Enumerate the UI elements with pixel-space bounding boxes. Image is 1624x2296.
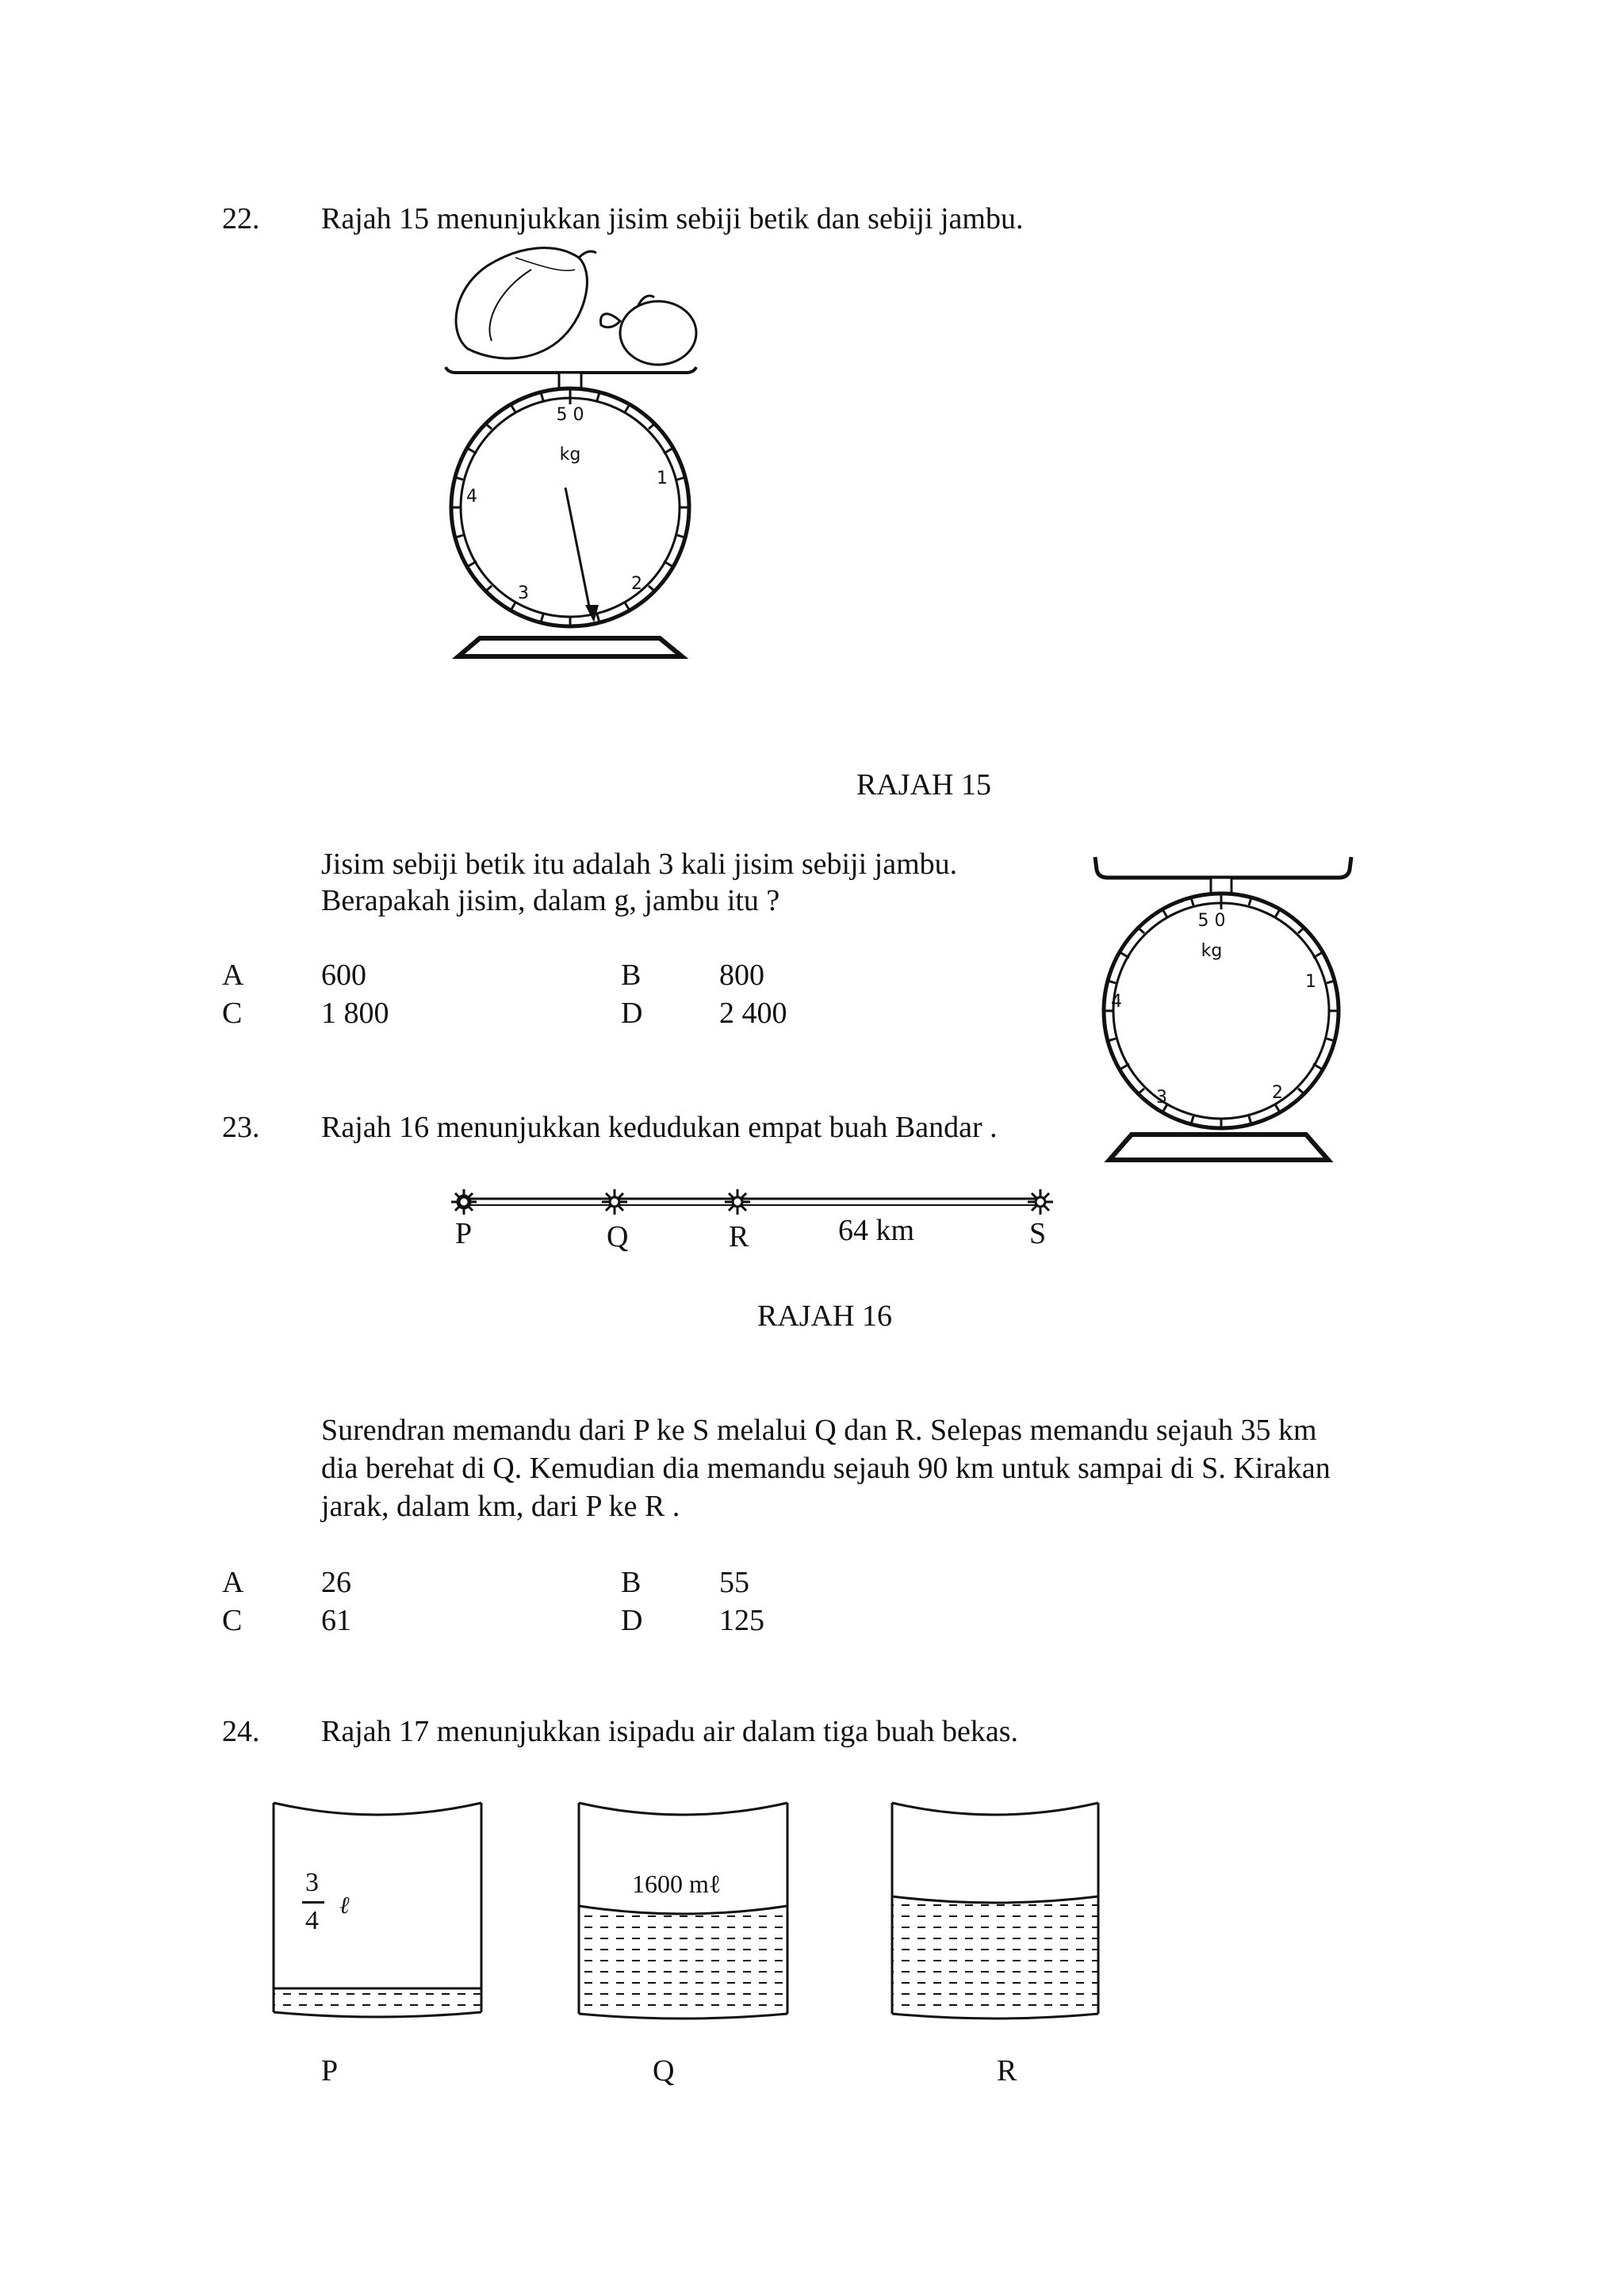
empty-dial-label-2: 2 — [1272, 1083, 1283, 1103]
dial-label-1: 1 — [657, 469, 668, 488]
q23-option-b-value[interactable]: 55 — [719, 1566, 749, 1599]
q23-option-a-value[interactable]: 26 — [321, 1566, 351, 1599]
q23-figure-caption: RAJAH 16 — [757, 1299, 892, 1333]
town-p-label: P — [455, 1217, 473, 1250]
guava-illustration — [600, 296, 696, 365]
container-p-fraction-denominator: 4 — [305, 1906, 319, 1935]
container-q-label: Q — [653, 2054, 675, 2087]
dial-label-4: 4 — [466, 487, 477, 507]
empty-scale-pan — [1095, 857, 1351, 878]
q23-option-c-value[interactable]: 61 — [321, 1604, 351, 1637]
q23-number: 23. — [222, 1111, 260, 1144]
town-q-label: Q — [607, 1220, 629, 1253]
q22-option-a-value[interactable]: 600 — [321, 959, 366, 992]
q23-option-d-value[interactable]: 125 — [719, 1604, 764, 1637]
empty-dial-label-3: 3 — [1156, 1088, 1167, 1108]
dial-label-3: 3 — [518, 584, 529, 603]
town-line-figure — [444, 1181, 1063, 1237]
scale-dial — [451, 388, 689, 626]
q22-prompt: Rajah 15 menunjukkan jisim sebiji betik dan sebiji jambu. — [321, 202, 1024, 235]
empty-dial-label-1: 1 — [1305, 972, 1316, 992]
q22-figure-caption: RAJAH 15 — [856, 768, 991, 802]
empty-dial-label-top: 5 0 — [1197, 911, 1226, 931]
empty-dial-label-4: 4 — [1111, 992, 1122, 1012]
container-p-water — [274, 1988, 481, 2012]
q23-question-line3: jarak, dalam km, dari P ke R . — [321, 1490, 680, 1523]
container-p-label: P — [321, 2054, 339, 2087]
scale-base — [458, 638, 682, 656]
container-r-water — [892, 1896, 1098, 2014]
container-r-label: R — [997, 2054, 1017, 2087]
q23-option-d-letter[interactable]: D — [621, 1604, 643, 1637]
q22-option-c-letter[interactable]: C — [222, 997, 243, 1030]
papaya-illustration — [456, 248, 596, 358]
container-p-fraction-bar — [302, 1901, 324, 1904]
town-q-marker — [602, 1189, 627, 1215]
town-s-label: S — [1029, 1217, 1047, 1250]
container-p-fraction-numerator: 3 — [305, 1868, 319, 1897]
q22-option-d-value[interactable]: 2 400 — [719, 997, 787, 1030]
container-q-water — [579, 1906, 787, 2014]
q23-option-a-letter[interactable]: A — [222, 1566, 244, 1599]
empty-dial-unit-label: kg — [1201, 941, 1223, 961]
q22-option-b-value[interactable]: 800 — [719, 959, 764, 992]
q22-option-c-value[interactable]: 1 800 — [321, 997, 389, 1030]
containers-figure — [266, 1800, 1122, 2038]
q22-option-b-letter[interactable]: B — [621, 959, 642, 992]
town-s-marker — [1028, 1189, 1053, 1215]
town-r-label: R — [729, 1220, 749, 1253]
dial-label-top: 5 0 — [556, 405, 584, 425]
q23-option-b-letter[interactable]: B — [621, 1566, 642, 1599]
q24-number: 24. — [222, 1715, 260, 1748]
container-q — [579, 1803, 787, 2019]
q22-option-a-letter[interactable]: A — [222, 959, 244, 992]
town-p-marker — [451, 1189, 477, 1215]
empty-scale-dial — [1104, 894, 1339, 1128]
q22-option-d-letter[interactable]: D — [621, 997, 643, 1030]
q24-prompt: Rajah 17 menunjukkan isipadu air dalam tiga buah bekas. — [321, 1715, 1019, 1748]
container-r — [892, 1803, 1098, 2019]
dial-label-2: 2 — [631, 574, 642, 594]
q23-question-line2: dia berehat di Q. Kemudian dia memandu sejauh 90 km untuk sampai di S. Kirakan — [321, 1452, 1331, 1485]
q22-number: 22. — [222, 202, 260, 235]
distance-label: 64 km — [838, 1214, 915, 1247]
scale-with-fruits-figure — [444, 242, 714, 670]
dial-unit-label: kg — [559, 445, 581, 465]
q23-prompt: Rajah 16 menunjukkan kedudukan empat buah Bandar . — [321, 1111, 998, 1144]
q23-question-line1: Surendran memandu dari P ke S melalui Q dan R. Selepas memandu sejauh 35 km — [321, 1414, 1317, 1447]
q22-question-line1: Jisim sebiji betik itu adalah 3 kali jisim sebiji jambu. — [321, 848, 958, 881]
container-q-volume: 1600 mℓ — [632, 1869, 722, 1898]
q22-question-line2: Berapakah jisim, dalam g, jambu itu ? — [321, 884, 780, 917]
q23-option-c-letter[interactable]: C — [222, 1604, 243, 1637]
empty-scale-base — [1109, 1135, 1328, 1160]
container-p-unit: ℓ — [339, 1892, 350, 1919]
empty-scale-figure — [1090, 852, 1356, 1177]
town-r-marker — [725, 1189, 750, 1215]
